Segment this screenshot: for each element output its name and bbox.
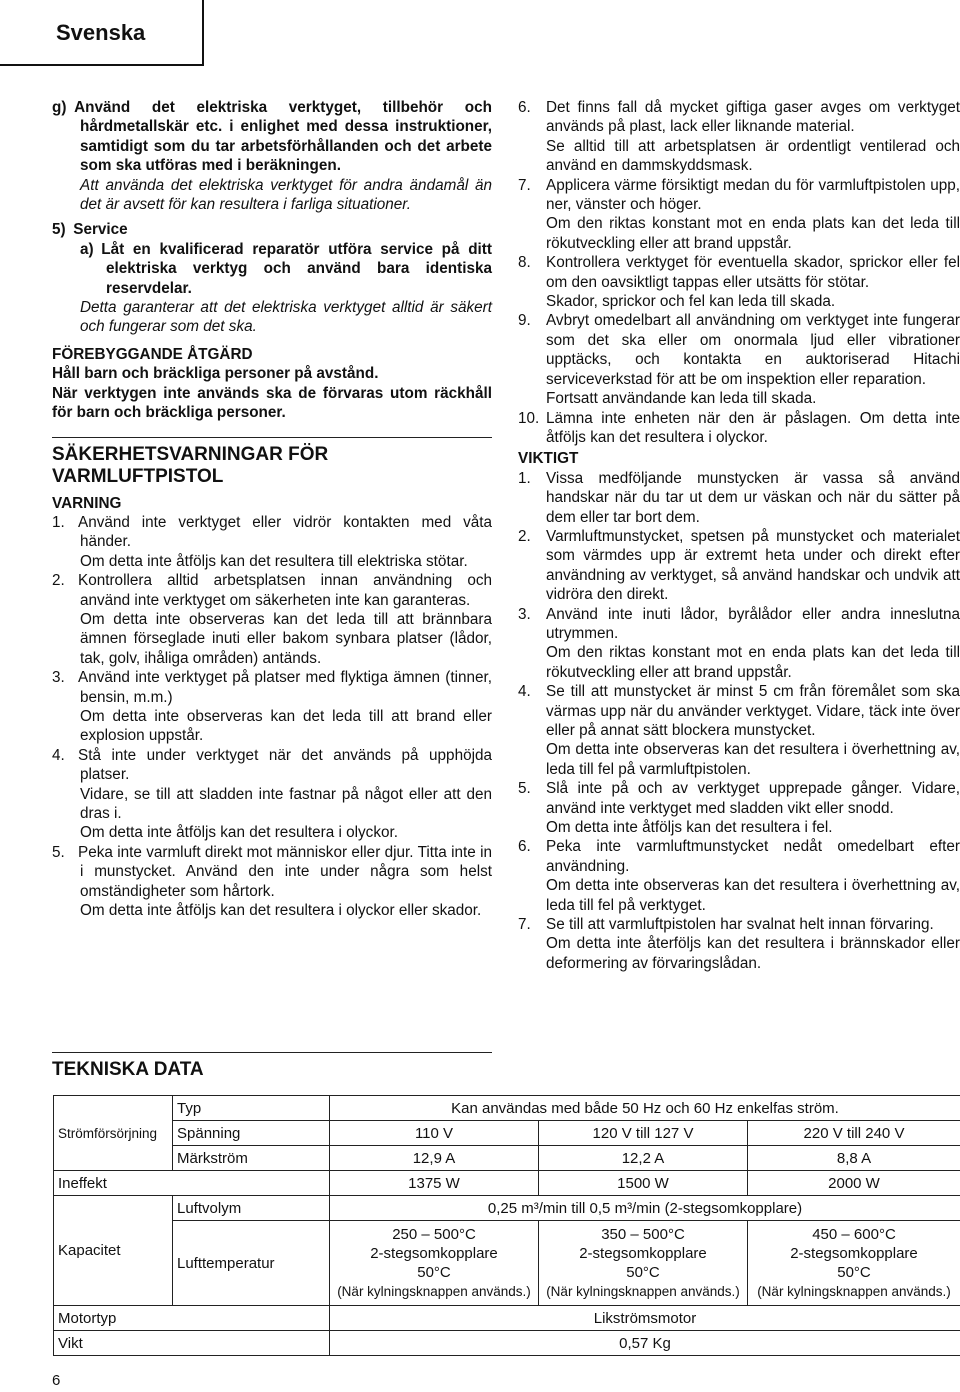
current-3: 8,8 A (748, 1146, 960, 1171)
current-label: Märkström (173, 1146, 330, 1171)
item-g-bold: g) Använd det elektriska verktyget, tillbehör och hårdmetallskär etc. i enlighet med dessa instruktioner, samtidigt som du tar arbetsförhållanden och det arbete som ska utföras med i beräkningen. (52, 99, 492, 175)
temp-3: 450 – 600°C 2-stegsomkopplare 50°C (När kylningsknappen används.) (748, 1221, 960, 1306)
prevention-1: Håll barn och bräckliga personer på avstånd. (52, 365, 379, 383)
airflow-label: Luftvolym (173, 1196, 330, 1221)
important-2: 2. Varmluftmunstycket, spetsen på munstycket och materialet som värmdes upp är extremt heta under och direkt efter användning av verktyget, så använd handskar och undvik att vidröra den direkt. (518, 527, 960, 604)
warning-5-num: 5. (52, 843, 65, 861)
important-6-note: Om detta inte observeras kan det resultera i överhettning av, leda till fel på verktyget. (546, 877, 960, 914)
motor-value: Likströmsmotor (330, 1306, 960, 1331)
warning-title: VARNING (52, 494, 122, 512)
prevention-2: När verktygen inte används ska de förvaras utom räckhåll för barn och bräckliga personer. (52, 384, 492, 422)
warning-4-num: 4. (52, 746, 65, 764)
warning-7: 7. Applicera värme försiktigt medan du för varmluftpistolen upp, ner, vänster och höger. (518, 176, 960, 214)
warning-8: 8. Kontrollera verktyget för eventuella skador, sprickor eller fel om den oavsiktligt tappas eller utsätts för stötar. (518, 254, 960, 291)
important-5: 5. Slå inte på och av verktyget upprepade gånger. Vidare, använd inte verktyget med sladden vikt eller snodd. (518, 780, 960, 817)
voltage-2: 120 V till 127 V (539, 1121, 748, 1146)
spec-row-input (54, 1171, 960, 1196)
type-value: Kan användas med både 50 Hz och 60 Hz enkelfas ström. (330, 1096, 960, 1121)
warning-2-num: 2. (52, 572, 65, 590)
voltage-3: 220 V till 240 V (748, 1121, 960, 1146)
current-2: 12,2 A (539, 1146, 748, 1171)
input-2: 1500 W (539, 1171, 748, 1196)
spec-row-voltage (54, 1121, 960, 1146)
warning-10: 10. Lämna inte enheten när den är påslagen. Om detta inte åtföljs kan det resultera i olyckor. (518, 409, 960, 446)
airflow-value: 0,25 m³/min till 0,5 m³/min (2-stegsomkopplare) (330, 1196, 960, 1221)
page-number: 6 (52, 1372, 61, 1389)
weight-value: 0,57 Kg (330, 1331, 960, 1356)
warning-1: 1. Använd inte verktyget eller vidrör kontakten med våta händer. (52, 513, 492, 551)
item-5a-italic: Detta garanterar att det elektriska verktyget alltid är säkert och fungerar som det ska. (80, 299, 492, 336)
airtemp-label: Lufttemperatur (173, 1221, 330, 1306)
type-label: Typ (173, 1096, 330, 1121)
warning-5-consequence: Om detta inte åtföljs kan det resultera i olyckor eller skador. (80, 902, 482, 920)
capacity-label: Kapacitet (54, 1196, 173, 1306)
spec-row-temperature (54, 1221, 960, 1306)
temp-2: 350 – 500°C 2-stegsomkopplare 50°C (När kylningsknappen används.) (539, 1221, 748, 1306)
warning-3-consequence: Om detta inte observeras kan det leda till att brand eller explosion uppstår. (80, 707, 492, 745)
warning-6: 6. Det finns fall då mycket giftiga gaser avges om verktyget används på plast, lack eller liknande material. (518, 99, 960, 136)
current-1: 12,9 A (330, 1146, 539, 1171)
warning-8-note: Skador, sprickor och fel kan leda till skada. (546, 293, 836, 311)
important-4-note: Om detta inte observeras kan det resultera i överhettning av, leda till fel på varmluftpistolen. (546, 741, 960, 778)
important-3: 3. Använd inte inuti lådor, byrålådor eller andra inneslutna utrymmen. (518, 605, 960, 642)
spec-row-airflow (54, 1196, 960, 1221)
item-5a-bold: a) Låt en kvalificerad reparatör utföra service på ditt elektriska verktyg och använd bara identiska reservdelar. (80, 240, 492, 297)
warning-5: 5. Peka inte varmluft direkt mot människor eller djur. Titta inte in i munstycket. Använd den inte under några som helst omständigheter som hårtork. (52, 843, 492, 900)
warning-1-consequence: Om detta inte åtföljs kan det resultera till elektriska stötar. (80, 552, 468, 570)
left-column (52, 98, 492, 920)
important-3-note: Om den riktas konstant mot en enda plats kan det leda till rökutveckling eller att brand uppstår. (546, 644, 960, 681)
warning-9: 9. Avbryt omedelbart all användning om verktyget inte fungerar som det ska eller om onormala ljud eller vibrationer upptäcks, och kontakta en auktoriserad Hitachi serviceverkstad för att be om inspektion eller reparation. (518, 312, 960, 388)
temp-1: 250 – 500°C 2-stegsomkopplare 50°C (När kylningsknappen används.) (330, 1221, 539, 1306)
warning-9-note: Fortsatt användande kan leda till skada. (546, 390, 817, 408)
section-title: SÄKERHETSVARNINGAR FÖR VARMLUFTPISTOL (52, 437, 492, 488)
spec-row-weight (54, 1331, 960, 1356)
voltage-1: 110 V (330, 1121, 539, 1146)
important-1: 1. Vissa medföljande munstycken är vassa så använd handskar när du tar ut dem ur väskan och när du sätter på dem eller tar bort dem. (518, 469, 960, 526)
warning-6-note: Se alltid till att arbetsplatsen är ordentligt ventilerad och använd en dammskyddsmask. (546, 137, 960, 175)
prevention-title: FÖREBYGGANDE ÅTGÄRD (52, 345, 253, 363)
language-label: Svenska (56, 20, 146, 45)
warning-1-num: 1. (52, 513, 65, 531)
language-tab (0, 0, 204, 66)
important-7-note: Om detta inte återföljs kan det resultera i brännskador eller deformering av förvaringslådan. (546, 935, 960, 972)
important-6: 6. Peka inte varmluftmunstycket nedåt omedelbart efter användning. (518, 838, 960, 875)
input-label: Ineffekt (54, 1171, 330, 1196)
warning-3: 3. Använd inte verktyget på platser med flyktiga ämnen (tinner, bensin, m.m.) (52, 669, 492, 706)
warning-4: 4. Stå inte under verktyget när det används på upphöjda platser. (52, 746, 492, 784)
right-column (518, 98, 960, 973)
warning-2: 2. Kontrollera alltid arbetsplatsen innan användning och använd inte verktyget om säkerheten inte kan garanteras. (52, 572, 492, 609)
power-supply-label: Strömförsörjning (54, 1096, 173, 1171)
spec-table (53, 1095, 960, 1356)
input-3: 2000 W (748, 1171, 960, 1196)
warning-4-consequence: Om detta inte åtföljs kan det resultera i olyckor. (80, 824, 398, 842)
service-title: 5) Service (52, 221, 128, 239)
warning-3-num: 3. (52, 669, 65, 687)
input-1: 1375 W (330, 1171, 539, 1196)
tech-data-title: TEKNISKA DATA (52, 1052, 492, 1081)
spec-row-type (54, 1096, 960, 1121)
motor-label: Motortyp (54, 1306, 330, 1331)
warning-4-note: Vidare, se till att sladden inte fastnar på något eller att den dras i. (80, 785, 492, 822)
spec-row-motor (54, 1306, 960, 1331)
weight-label: Vikt (54, 1331, 330, 1356)
warning-7-note: Om den riktas konstant mot en enda plats kan det leda till rökutveckling eller att brand uppstår. (546, 215, 960, 252)
item-g-italic: Att använda det elektriska verktyget för andra ändamål än det är avsett för kan resultera i farliga situationer. (80, 176, 492, 214)
spec-row-current (54, 1146, 960, 1171)
warning-2-consequence: Om detta inte observeras kan det leda till att brännbara ämnen förseglade inuti eller bakom synbara platser (lådor, tak, golv, ihåliga områden) antänds. (80, 610, 492, 667)
important-5-note: Om detta inte åtföljs kan det resultera i fel. (546, 819, 833, 837)
important-7: 7. Se till att varmluftpistolen har svalnat helt innan förvaring. (518, 916, 934, 934)
important-title: VIKTIGT (518, 450, 579, 468)
voltage-label: Spänning (173, 1121, 330, 1146)
important-4: 4. Se till att munstycket är minst 5 cm från föremålet som ska värmas upp när du använder verktyget. Vidare, täck inte över eller på annat sätt blockera munstycket. (518, 683, 960, 739)
